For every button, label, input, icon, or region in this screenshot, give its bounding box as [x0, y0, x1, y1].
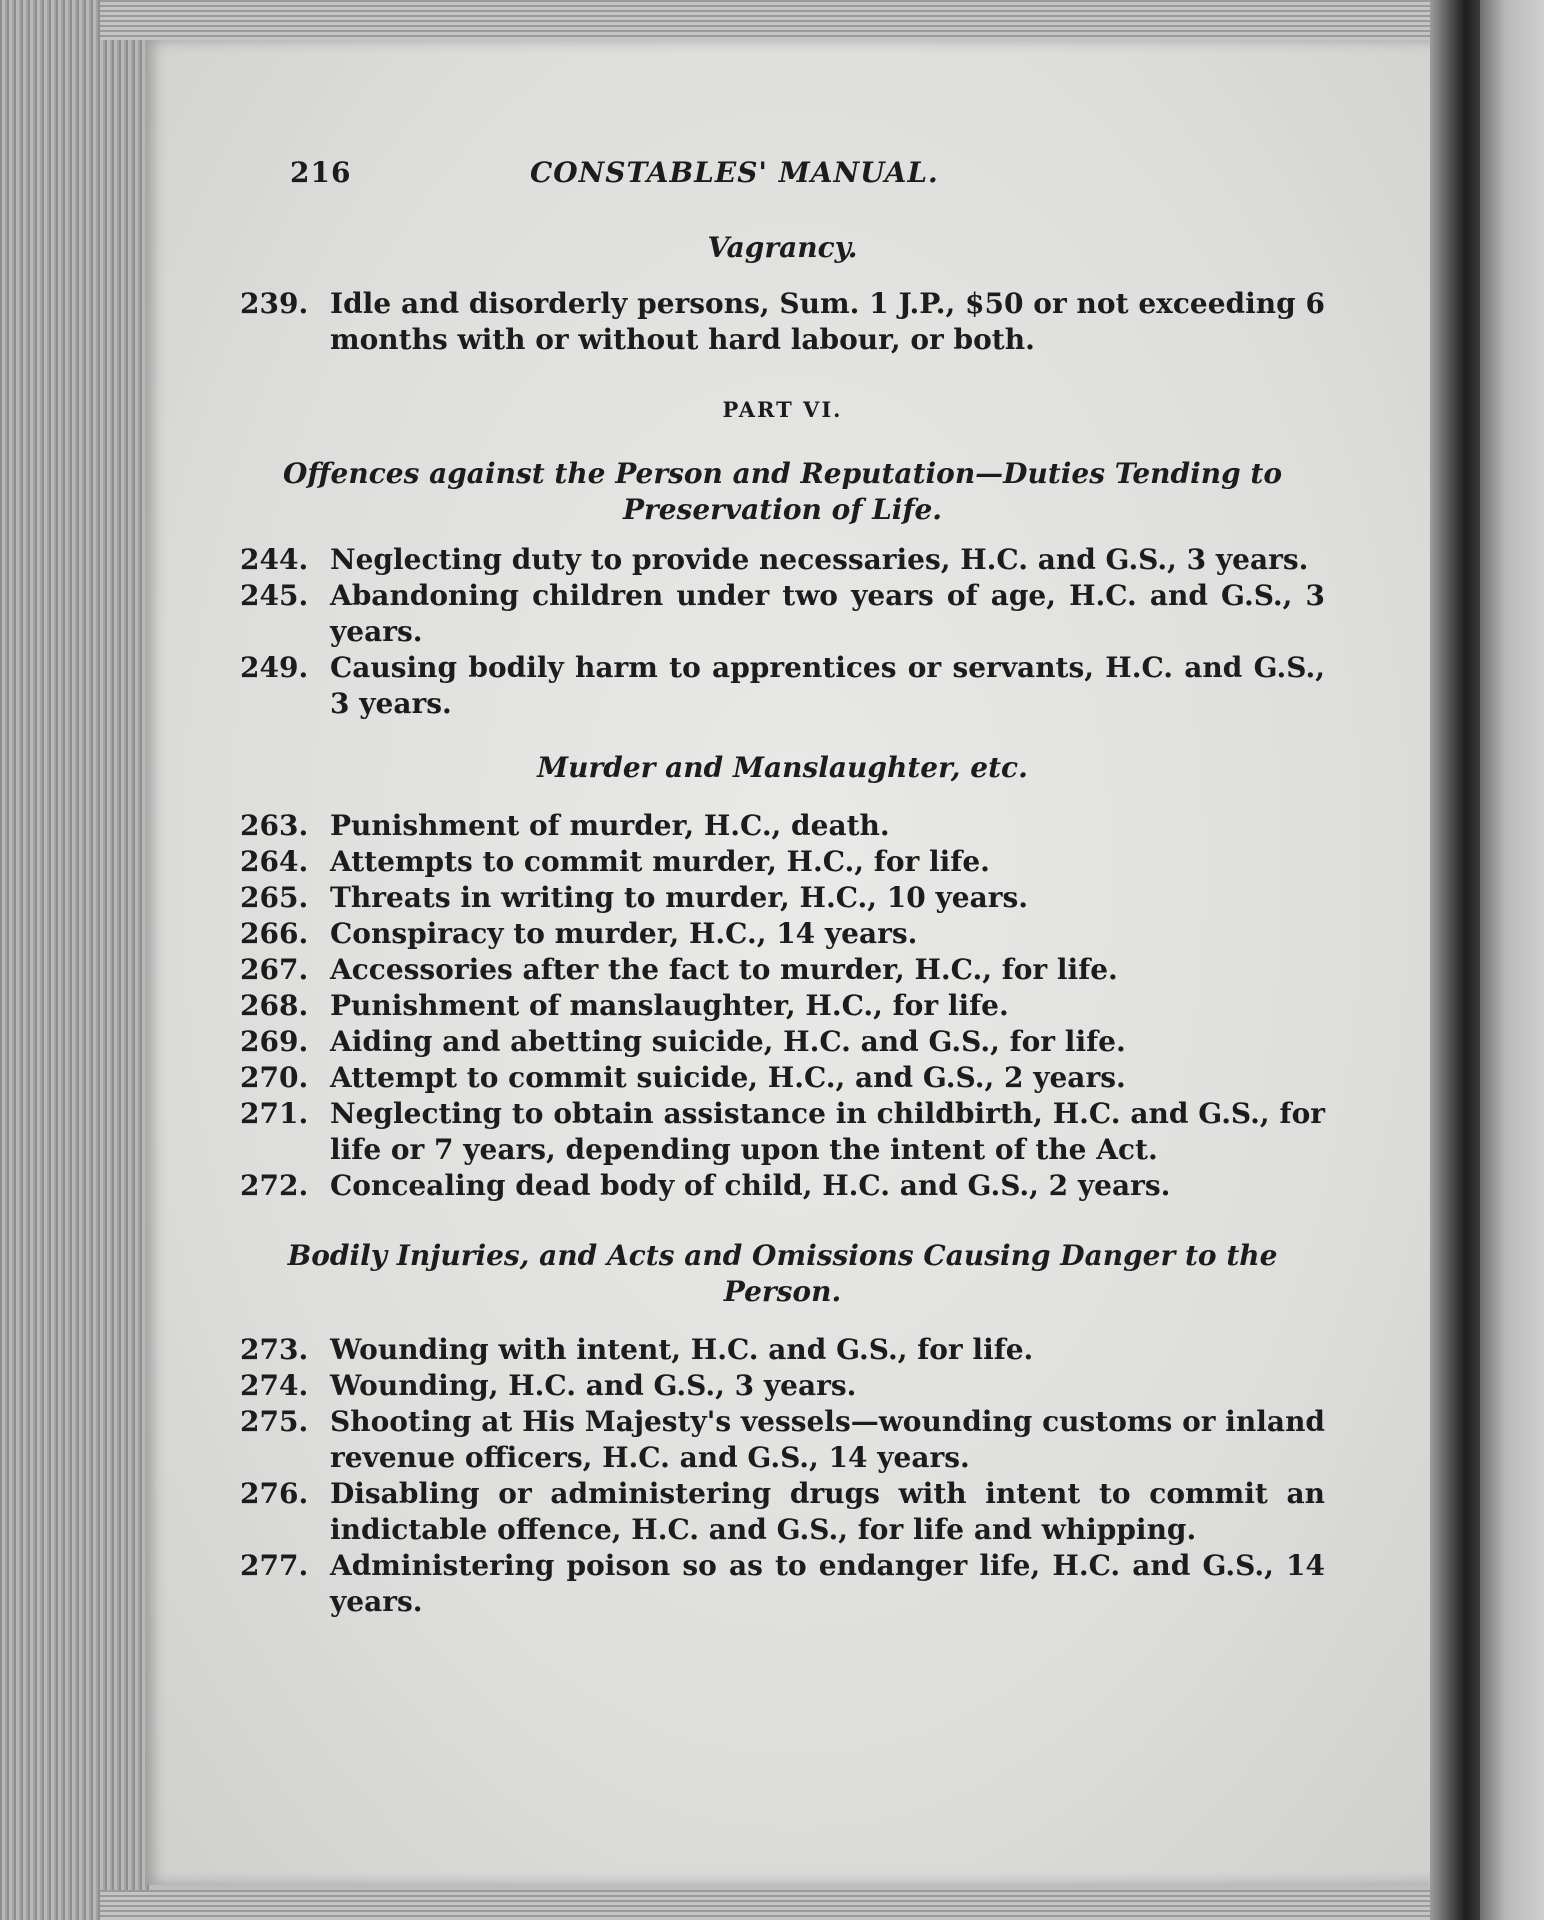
entry-267 [240, 952, 1325, 988]
entry-text: Abandoning children under two years of age, H.C. and G.S., 3 years. [330, 579, 1325, 648]
entry-text: Disabling or administering drugs with intent to commit an indictable offence, H.C. and G.S., for life and whipping. [330, 1477, 1325, 1546]
entry-number: 245. [240, 579, 309, 612]
entry-number: 273. [240, 1333, 309, 1366]
entry-264 [240, 844, 1325, 880]
entry-text: Shooting at His Majesty's vessels—wounding customs or inland revenue officers, H.C. and G.S., 14 years. [330, 1405, 1325, 1474]
entry-text: Aiding and abetting suicide, H.C. and G.S., for life. [330, 1025, 1126, 1058]
page-edges-top [100, 0, 1484, 40]
entry-274 [240, 1368, 1325, 1404]
entry-text: Accessories after the fact to murder, H.C., for life. [330, 953, 1118, 986]
entry-number: 269. [240, 1025, 309, 1058]
entry-272 [240, 1168, 1325, 1204]
entry-number: 239. [240, 287, 309, 320]
entry-number: 277. [240, 1549, 309, 1582]
entry-276 [240, 1476, 1325, 1548]
page-body [240, 230, 1325, 1620]
page-edges-bottom [100, 1890, 1484, 1920]
entry-265 [240, 880, 1325, 916]
entry-number: 264. [240, 845, 309, 878]
entry-249 [240, 650, 1325, 722]
entry-number: 268. [240, 989, 309, 1022]
entry-244 [240, 542, 1325, 578]
facing-page-edge [1480, 0, 1544, 1920]
entry-text: Conspiracy to murder, H.C., 14 years. [330, 917, 918, 950]
entry-number: 276. [240, 1477, 309, 1510]
entry-number: 267. [240, 953, 309, 986]
entry-text: Neglecting to obtain assistance in childbirth, H.C. and G.S., for life or 7 years, depending upon the intent of the Act. [330, 1097, 1325, 1166]
entry-text: Wounding with intent, H.C. and G.S., for life. [330, 1333, 1034, 1366]
entry-number: 265. [240, 881, 309, 914]
entry-263 [240, 808, 1325, 844]
entry-text: Wounding, H.C. and G.S., 3 years. [330, 1369, 857, 1402]
entry-266 [240, 916, 1325, 952]
entry-number: 275. [240, 1405, 309, 1438]
entry-273 [240, 1332, 1325, 1368]
entry-275 [240, 1404, 1325, 1476]
entry-268 [240, 988, 1325, 1024]
entry-number: 244. [240, 543, 309, 576]
entry-270 [240, 1060, 1325, 1096]
entry-239 [240, 286, 1325, 358]
entry-number: 249. [240, 651, 309, 684]
entry-number: 263. [240, 809, 309, 842]
entry-269 [240, 1024, 1325, 1060]
page-edges-left [0, 0, 150, 1920]
entry-number: 274. [240, 1369, 309, 1402]
entry-text: Causing bodily harm to apprentices or servants, H.C. and G.S., 3 years. [330, 651, 1325, 720]
section-title-bodily: Bodily Injuries, and Acts and Omissions Causing Danger to the Person. [287, 1239, 1278, 1308]
part-title: PART VI. [722, 397, 843, 422]
section-title-offences: Offences against the Person and Reputation—Duties Tending to Preservation of Life. [282, 457, 1283, 526]
section-title-murder: Murder and Manslaughter, etc. [537, 751, 1028, 784]
entry-number: 266. [240, 917, 309, 950]
page-number: 216 [290, 156, 352, 189]
entry-277 [240, 1548, 1325, 1620]
entry-text: Concealing dead body of child, H.C. and G.S., 2 years. [330, 1169, 1171, 1202]
entry-245 [240, 578, 1325, 650]
entry-text: Attempts to commit murder, H.C., for life. [330, 845, 990, 878]
running-title: CONSTABLES' MANUAL. [530, 156, 939, 189]
entry-text: Threats in writing to murder, H.C., 10 years. [330, 881, 1028, 914]
section-title-vagrancy: Vagrancy. [707, 231, 858, 264]
entry-number: 271. [240, 1097, 309, 1130]
entry-text: Punishment of manslaughter, H.C., for life. [330, 989, 1009, 1022]
entry-text: Administering poison so as to endanger life, H.C. and G.S., 14 years. [330, 1549, 1325, 1618]
entry-text: Idle and disorderly persons, Sum. 1 J.P., $50 or not exceeding 6 months with or without hard labour, or both. [330, 287, 1325, 356]
entry-text: Punishment of murder, H.C., death. [330, 809, 890, 842]
entry-text: Attempt to commit suicide, H.C., and G.S., 2 years. [330, 1061, 1126, 1094]
entry-text: Neglecting duty to provide necessaries, H.C. and G.S., 3 years. [330, 543, 1309, 576]
entry-271 [240, 1096, 1325, 1168]
page-text-area [145, 40, 1445, 1885]
entry-number: 272. [240, 1169, 309, 1202]
entry-number: 270. [240, 1061, 309, 1094]
running-header [290, 156, 1190, 189]
